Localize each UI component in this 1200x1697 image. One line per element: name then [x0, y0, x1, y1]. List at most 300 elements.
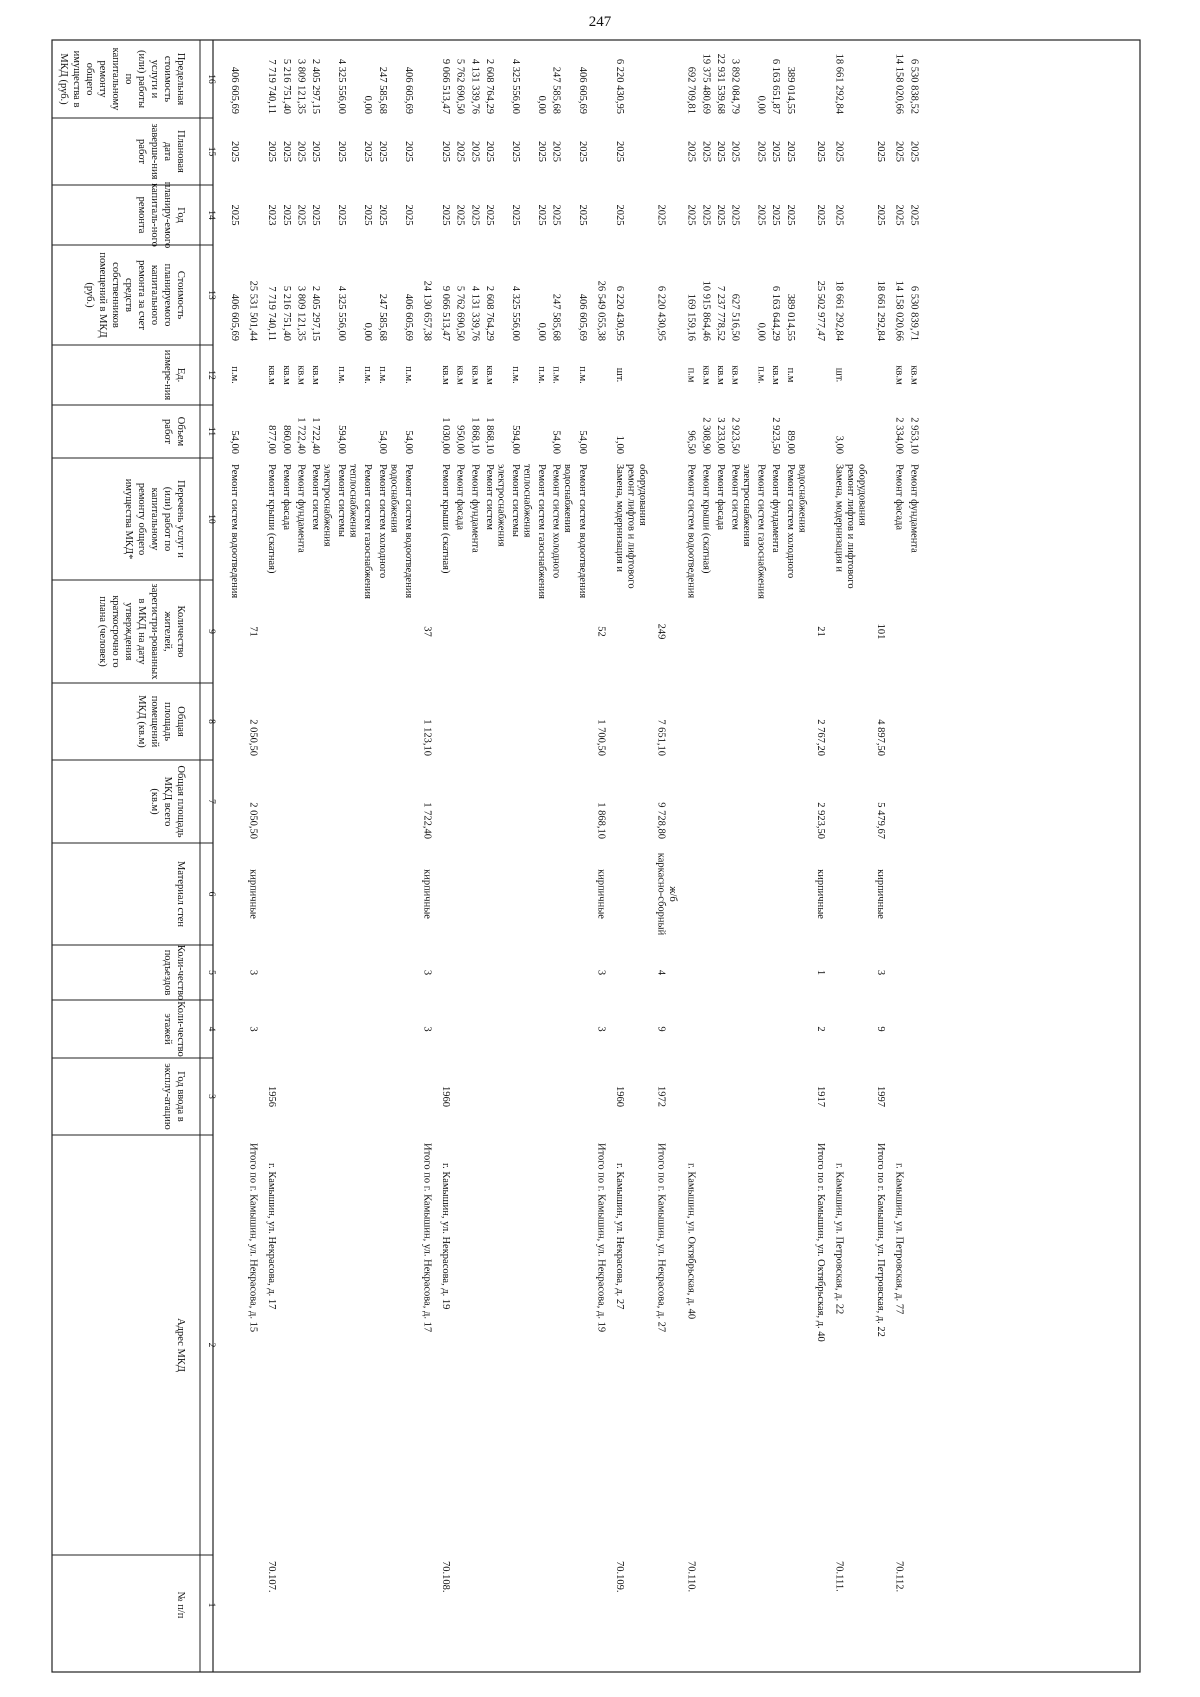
column-header-10: ремонту общего — [136, 482, 147, 556]
cost: 5 216 751,40 — [280, 285, 292, 341]
repair-year: 2025 — [714, 204, 726, 226]
repair-year: 2025 — [536, 204, 548, 226]
column-number-10: 10 — [206, 514, 216, 524]
column-header-14: ремонта — [136, 196, 147, 234]
column-header-9: жителей, — [162, 611, 173, 652]
completion-date: 2025 — [614, 141, 625, 162]
completion-date: 2025 — [576, 141, 588, 162]
column-header-3: эксплу-атацию — [162, 1063, 173, 1130]
repair-year: 2025 — [280, 204, 292, 226]
repair-year: 2025 — [483, 204, 495, 226]
column-number-9: 9 — [206, 629, 216, 634]
cost: 6 530 839,71 — [908, 285, 920, 341]
column-number-2: 2 — [206, 1342, 216, 1348]
unit: кв.м — [440, 365, 452, 385]
limit-cost: 406 605,69 — [576, 66, 588, 114]
cost: 627 516,50 — [729, 293, 741, 341]
work-type: Ремонт фундамента — [469, 464, 481, 553]
column-header-8: МКД (кв.м) — [136, 695, 147, 748]
completion-date: 2025 — [893, 141, 905, 162]
residents: 249 — [655, 623, 667, 640]
column-header-12: измере-ния — [162, 349, 173, 401]
total-label: Итого по г. Камышин, ул. Некрасова, д. 17 — [421, 1143, 433, 1333]
column-header-13: капитального — [149, 264, 160, 326]
work-type: Ремонт систем водоотведения — [229, 464, 240, 599]
completion-date: 2025 — [362, 141, 374, 162]
limit-cost: 2 405 297,15 — [310, 58, 321, 114]
column-number-12: 12 — [206, 370, 216, 380]
limit-cost: 19 375 480,69 — [700, 53, 712, 114]
limit-cost: 6 530 838,52 — [908, 58, 920, 114]
column-header-16: (или) работы — [136, 49, 147, 109]
repair-year: 2025 — [833, 204, 845, 226]
limit-cost: 692 709,81 — [685, 66, 697, 114]
column-number-7: 7 — [206, 799, 216, 804]
work-volume: 96,50 — [685, 430, 697, 454]
area-total: 2 050,50 — [247, 802, 259, 839]
residents: 37 — [421, 626, 433, 637]
column-number-15: 15 — [206, 146, 216, 157]
cost: 14 158 020,66 — [893, 280, 905, 341]
total-label: Итого по г. Камышин, ул. Некрасова, д. 19 — [595, 1143, 607, 1333]
repair-year: 2025 — [875, 204, 887, 226]
cost: 4 325 556,00 — [510, 285, 521, 341]
limit-cost: 18 661 292,84 — [833, 53, 845, 114]
column-header-7: (кв.м) — [149, 788, 160, 815]
cost: 7 719 740,11 — [266, 286, 278, 341]
unit: п.м. — [576, 366, 588, 384]
work-volume: 54,00 — [402, 430, 414, 454]
column-header-16: Предельная — [175, 52, 186, 106]
cost: 10 915 864,46 — [700, 280, 712, 341]
year-built: 1972 — [655, 1086, 667, 1107]
cost: 25 502 977,47 — [814, 280, 826, 341]
cost: 169 159,16 — [685, 293, 697, 341]
repair-year: 2025 — [614, 204, 625, 226]
work-volume: 2 923,50 — [770, 417, 782, 454]
work-type: Ремонт систем холодного — [376, 464, 388, 579]
residents: 71 — [247, 626, 259, 637]
column-header-15: дата — [162, 141, 173, 162]
area-rooms: 4 897,50 — [875, 719, 887, 756]
repair-year: 2025 — [510, 204, 521, 226]
work-type: оборудования — [637, 464, 648, 526]
address: г. Камышин, ул. Петровская, д. 22 — [833, 1163, 845, 1315]
column-header-9: в МКД на дату — [136, 598, 147, 665]
completion-date: 2025 — [700, 141, 712, 162]
unit: кв.м — [483, 365, 495, 385]
repair-year: 2025 — [310, 204, 321, 226]
column-number-16: 16 — [206, 74, 216, 84]
area-total: 1 868,10 — [595, 802, 607, 839]
residents: 21 — [814, 626, 826, 637]
completion-date: 2025 — [908, 141, 920, 162]
column-number-1: 1 — [206, 1602, 216, 1608]
work-volume: 54,00 — [550, 430, 562, 454]
unit: кв.м — [700, 365, 712, 385]
work-volume: 1,00 — [614, 435, 625, 454]
column-header-16: капитальному — [110, 47, 121, 111]
year-built: 1997 — [875, 1086, 887, 1107]
limit-cost: 389 014,55 — [784, 66, 796, 114]
entrances: 3 — [875, 969, 887, 976]
work-type: ремонт лифтов и лифтового — [845, 464, 856, 589]
completion-date: 2025 — [310, 141, 321, 162]
work-type: Ремонт систем газоснабжения — [755, 464, 767, 599]
work-volume: 2 334,00 — [893, 417, 905, 454]
column-header-13: ремонта за счет — [136, 260, 147, 330]
entrances: 3 — [247, 969, 259, 976]
total-label: Итого по г. Камышин, ул. Некрасова, д. 15 — [247, 1143, 259, 1333]
column-header-9: плана (человек) — [97, 596, 108, 667]
completion-date: 2025 — [510, 141, 521, 162]
work-type: Ремонт систем — [483, 464, 495, 530]
cost: 0,00 — [536, 322, 548, 341]
repair-year: 2023 — [266, 204, 278, 226]
cost: 7 237 778,52 — [714, 285, 726, 341]
unit: п.м. — [536, 366, 548, 384]
total-label: Итого по г. Камышин, ул. Октябрьская, д. 40 — [814, 1143, 826, 1342]
repair-year: 2025 — [550, 204, 562, 226]
entrances: 1 — [814, 969, 826, 976]
wall-material: кирпичные — [875, 869, 887, 919]
work-type: Ремонт фундамента — [908, 464, 920, 553]
column-header-9: краткосрочно го — [110, 595, 121, 668]
limit-cost: 3 809 121,35 — [295, 58, 307, 114]
work-type: Замена, модернизация и — [614, 464, 625, 572]
column-header-8: площадь — [162, 702, 173, 741]
work-volume: 877,00 — [266, 425, 278, 454]
area-total: 2 923,50 — [814, 802, 826, 839]
limit-cost: 6 163 651,87 — [770, 58, 782, 114]
completion-date: 2025 — [266, 141, 278, 162]
completion-date: 2025 — [814, 141, 826, 162]
work-volume: 1 030,00 — [440, 417, 452, 454]
year-built: 1960 — [440, 1086, 452, 1107]
floors: 2 — [814, 1026, 826, 1032]
work-volume: 54,00 — [576, 430, 588, 454]
work-type: электроснабжения — [741, 464, 752, 547]
row-number: 70.107. — [266, 1561, 278, 1593]
cost: 18 661 292,84 — [875, 280, 887, 341]
unit: п.м. — [550, 366, 562, 384]
limit-cost: 14 158 020,66 — [893, 53, 905, 114]
completion-date: 2025 — [469, 141, 481, 162]
column-header-4: Коли-чество — [175, 1001, 186, 1057]
repair-year: 2025 — [893, 204, 905, 226]
cost: 5 762 690,50 — [454, 285, 466, 341]
unit: кв.м — [280, 365, 292, 385]
page-number: 247 — [588, 14, 612, 30]
column-number-8: 8 — [206, 719, 216, 724]
work-type: Ремонт фасада — [714, 464, 726, 531]
work-volume: 1 868,10 — [469, 417, 481, 454]
completion-date: 2025 — [280, 141, 292, 162]
column-header-5: подъездов — [162, 949, 173, 996]
limit-cost: 3 892 084,79 — [729, 58, 741, 114]
column-header-14: Год — [175, 207, 186, 223]
work-type: Ремонт системы — [510, 464, 521, 537]
repair-year: 2025 — [402, 204, 414, 226]
column-header-16: имущества в — [71, 50, 82, 108]
column-header-10: Перечень услуг и — [175, 480, 186, 558]
wall-material: кирпичные — [814, 869, 826, 919]
column-header-2: Адрес МКД — [175, 1318, 186, 1372]
limit-cost: 7 719 740,11 — [266, 59, 278, 114]
limit-cost: 6 220 430,95 — [614, 58, 625, 114]
year-built: 1956 — [266, 1086, 278, 1107]
work-type: Ремонт систем газоснабжения — [362, 464, 374, 599]
area-rooms: 2 767,20 — [814, 719, 826, 756]
work-type: электроснабжения — [495, 464, 507, 547]
column-header-16: по — [123, 73, 134, 85]
floors: 3 — [247, 1026, 259, 1032]
cost: 2 405 297,15 — [310, 285, 321, 341]
limit-cost: 247 585,68 — [376, 66, 388, 114]
limit-cost: 4 325 556,00 — [510, 58, 521, 114]
unit: шт. — [614, 367, 625, 383]
completion-date: 2025 — [536, 141, 548, 162]
unit: кв.м — [893, 365, 905, 385]
cost: 4 325 556,00 — [336, 285, 348, 341]
cost: 2 608 764,29 — [483, 285, 495, 341]
work-volume: 54,00 — [376, 430, 388, 454]
column-header-15: заверше-ния — [149, 123, 160, 180]
wall-material: кирпичные — [421, 869, 433, 919]
unit: кв.м — [310, 365, 321, 385]
completion-date: 2025 — [454, 141, 466, 162]
column-header-9: зарегистри-рованных — [149, 583, 160, 680]
address: г. Камышин, ул. Некрасова, д. 19 — [440, 1163, 452, 1310]
unit: кв.м — [266, 365, 278, 385]
repair-year: 2025 — [770, 204, 782, 226]
work-type: водоснабжения — [388, 464, 400, 533]
column-header-5: Коли-чество — [175, 944, 186, 1001]
column-header-13: планируемого — [162, 263, 173, 327]
repair-year: 2025 — [440, 204, 452, 226]
unit: п.м. — [229, 366, 240, 384]
work-type: Ремонт систем — [310, 464, 321, 530]
cost: 3 809 121,35 — [295, 285, 307, 341]
column-number-11: 11 — [206, 426, 216, 437]
limit-cost: 0,00 — [362, 95, 374, 114]
completion-date: 2025 — [784, 141, 796, 162]
area-rooms: 2 050,50 — [247, 719, 259, 756]
repair-year: 2025 — [576, 204, 588, 226]
unit: п.м. — [510, 366, 521, 384]
completion-date: 2025 — [440, 141, 452, 162]
cost: 26 549 055,38 — [595, 280, 607, 341]
cost: 406 605,69 — [402, 293, 414, 341]
completion-date: 2025 — [875, 141, 887, 162]
unit: п.м — [784, 367, 796, 383]
address: г. Камышин, ул. Некрасова, д. 27 — [614, 1163, 625, 1310]
completion-date: 2025 — [376, 141, 388, 162]
repair-year: 2025 — [685, 204, 697, 226]
column-header-13: Стоимость — [175, 270, 186, 320]
repair-year: 2025 — [908, 204, 920, 226]
work-volume: 3 233,00 — [714, 417, 726, 454]
column-header-15: Плановая — [175, 130, 186, 173]
column-header-14: планиру-емого — [162, 181, 173, 249]
cost: 406 605,69 — [229, 293, 240, 341]
unit: п.м. — [376, 366, 388, 384]
column-header-9: Количество — [175, 605, 186, 658]
work-type: оборудования — [856, 464, 868, 526]
cost: 24 130 657,38 — [421, 280, 433, 341]
limit-cost: 2 608 764,29 — [483, 58, 495, 114]
cost: 18 661 292,84 — [833, 280, 845, 341]
limit-cost: 406 605,69 — [402, 66, 414, 114]
column-header-1: № п/п — [175, 1591, 186, 1619]
work-type: Ремонт систем холодного — [784, 464, 796, 579]
unit: кв.м — [770, 365, 782, 385]
work-volume: 1 722,40 — [295, 417, 307, 454]
column-header-11: работ — [162, 419, 173, 444]
row-number: 70.111. — [833, 1561, 845, 1592]
work-volume: 2 953,10 — [908, 417, 920, 454]
floors: 9 — [655, 1026, 667, 1032]
wall-material: каркасно-сборный — [655, 852, 667, 936]
repair-year: 2025 — [454, 204, 466, 226]
work-type: Ремонт систем — [729, 464, 741, 530]
year-built: 1960 — [614, 1086, 625, 1107]
work-type: Ремонт систем холодного — [550, 464, 562, 579]
completion-date: 2025 — [714, 141, 726, 162]
work-type: Ремонт крыши (скатная) — [440, 464, 452, 574]
area-rooms: 1 700,50 — [595, 719, 607, 756]
work-type: Ремонт систем водоотведения — [576, 464, 588, 599]
column-number-6: 6 — [206, 891, 216, 897]
row-number: 70.110. — [685, 1561, 697, 1593]
column-header-8: Общая — [175, 706, 186, 737]
repair-year: 2025 — [376, 204, 388, 226]
column-header-12: Ед. — [175, 367, 186, 383]
row-number: 70.108. — [440, 1561, 452, 1593]
column-header-16: услуги и — [149, 59, 160, 99]
residents: 101 — [875, 623, 887, 640]
column-number-3: 3 — [206, 1094, 216, 1099]
repair-year: 2025 — [814, 204, 826, 226]
row-number: 70.109. — [614, 1561, 625, 1593]
cost: 6 163 644,29 — [770, 285, 782, 341]
work-type: Ремонт фундамента — [770, 464, 782, 553]
work-type: Ремонт крыши (скатная) — [266, 464, 278, 574]
work-type: водоснабжения — [562, 464, 574, 533]
limit-cost: 5 762 690,50 — [454, 58, 466, 114]
unit: кв.м — [469, 365, 481, 385]
unit: п.м. — [755, 366, 767, 384]
limit-cost: 406 605,69 — [229, 66, 240, 114]
entrances: 3 — [595, 969, 607, 976]
work-type: Ремонт системы — [336, 464, 348, 537]
work-volume: 1 722,40 — [310, 417, 321, 454]
work-type: Ремонт систем водоотведения — [685, 464, 697, 599]
cost: 247 585,68 — [550, 293, 562, 341]
area-rooms: 1 123,10 — [421, 719, 433, 756]
address: г. Камышин, ул. Петровская, д. 77 — [893, 1163, 905, 1315]
repair-year: 2025 — [229, 204, 240, 226]
column-header-13: собственников — [110, 262, 121, 328]
total-label: Итого по г. Камышин, ул. Петровская, д. 22 — [875, 1143, 887, 1337]
total-label: Итого по г. Камышин, ул. Некрасова, д. 27 — [655, 1143, 667, 1333]
work-volume: 950,00 — [454, 425, 466, 454]
column-header-15: работ — [136, 139, 147, 164]
residents: 52 — [595, 626, 607, 637]
area-total: 1 722,40 — [421, 802, 433, 839]
column-header-11: Объем — [175, 416, 186, 447]
cost: 0,00 — [755, 322, 767, 341]
column-header-13: (руб.) — [84, 282, 95, 308]
completion-date: 2025 — [770, 141, 782, 162]
completion-date: 2025 — [336, 141, 348, 162]
column-number-4: 4 — [206, 1026, 216, 1032]
repair-year: 2025 — [295, 204, 307, 226]
unit: кв.м — [908, 365, 920, 385]
work-type: водоснабжения — [796, 464, 808, 533]
completion-date: 2025 — [550, 141, 562, 162]
cost: 6 220 430,95 — [614, 285, 625, 341]
work-volume: 2 308,90 — [700, 417, 712, 454]
work-type: Ремонт фасада — [280, 464, 292, 531]
column-header-4: этажей — [162, 1013, 173, 1045]
repair-year: 2025 — [655, 204, 667, 226]
repair-year: 2025 — [755, 204, 767, 226]
limit-cost: 247 585,68 — [550, 66, 562, 114]
floors: 9 — [875, 1026, 887, 1032]
completion-date: 2025 — [402, 141, 414, 162]
limit-cost: 9 066 513,47 — [440, 58, 452, 114]
limit-cost: 22 931 539,68 — [714, 53, 726, 114]
work-type: теплоснабжения — [347, 464, 359, 538]
column-number-14: 14 — [206, 210, 216, 220]
work-type: Ремонт систем газоснабжения — [536, 464, 548, 599]
area-rooms: 7 651,10 — [655, 719, 667, 756]
limit-cost: 4 325 556,00 — [336, 58, 348, 114]
work-type: ремонт лифтов и лифтового — [625, 464, 637, 589]
column-header-10: капитальному — [149, 487, 160, 551]
column-header-16: стоимость — [162, 55, 173, 103]
area-total: 9 728,80 — [655, 802, 667, 839]
year-built: 1917 — [814, 1086, 826, 1107]
cost: 389 014,55 — [784, 293, 796, 341]
floors: 3 — [595, 1026, 607, 1032]
unit: п.м — [685, 367, 697, 383]
repair-year: 2025 — [729, 204, 741, 226]
work-type: электроснабжения — [321, 464, 333, 547]
unit: кв.м — [454, 365, 466, 385]
completion-date: 2025 — [685, 141, 697, 162]
column-header-13: помещений в МКД — [97, 252, 108, 338]
unit: п.м. — [362, 366, 374, 384]
unit: кв.м — [729, 365, 741, 385]
cost: 25 531 501,44 — [247, 280, 259, 341]
repair-year: 2025 — [469, 204, 481, 226]
column-header-16: МКД (руб.) — [58, 53, 69, 105]
column-header-16: ремонту — [97, 60, 108, 98]
unit: п.м. — [336, 366, 348, 384]
completion-date: 2025 — [483, 141, 495, 162]
wall-material: кирпичные — [595, 869, 607, 919]
column-header-10: имущества МКД* — [123, 478, 134, 560]
column-header-10: (или) работ по — [162, 486, 173, 552]
work-type: Ремонт фундамента — [295, 464, 307, 553]
completion-date: 2025 — [295, 141, 307, 162]
repair-year: 2025 — [784, 204, 796, 226]
cost: 9 066 513,47 — [440, 285, 452, 341]
column-header-7: МКД всего — [162, 776, 173, 827]
work-volume: 3,00 — [833, 435, 845, 454]
